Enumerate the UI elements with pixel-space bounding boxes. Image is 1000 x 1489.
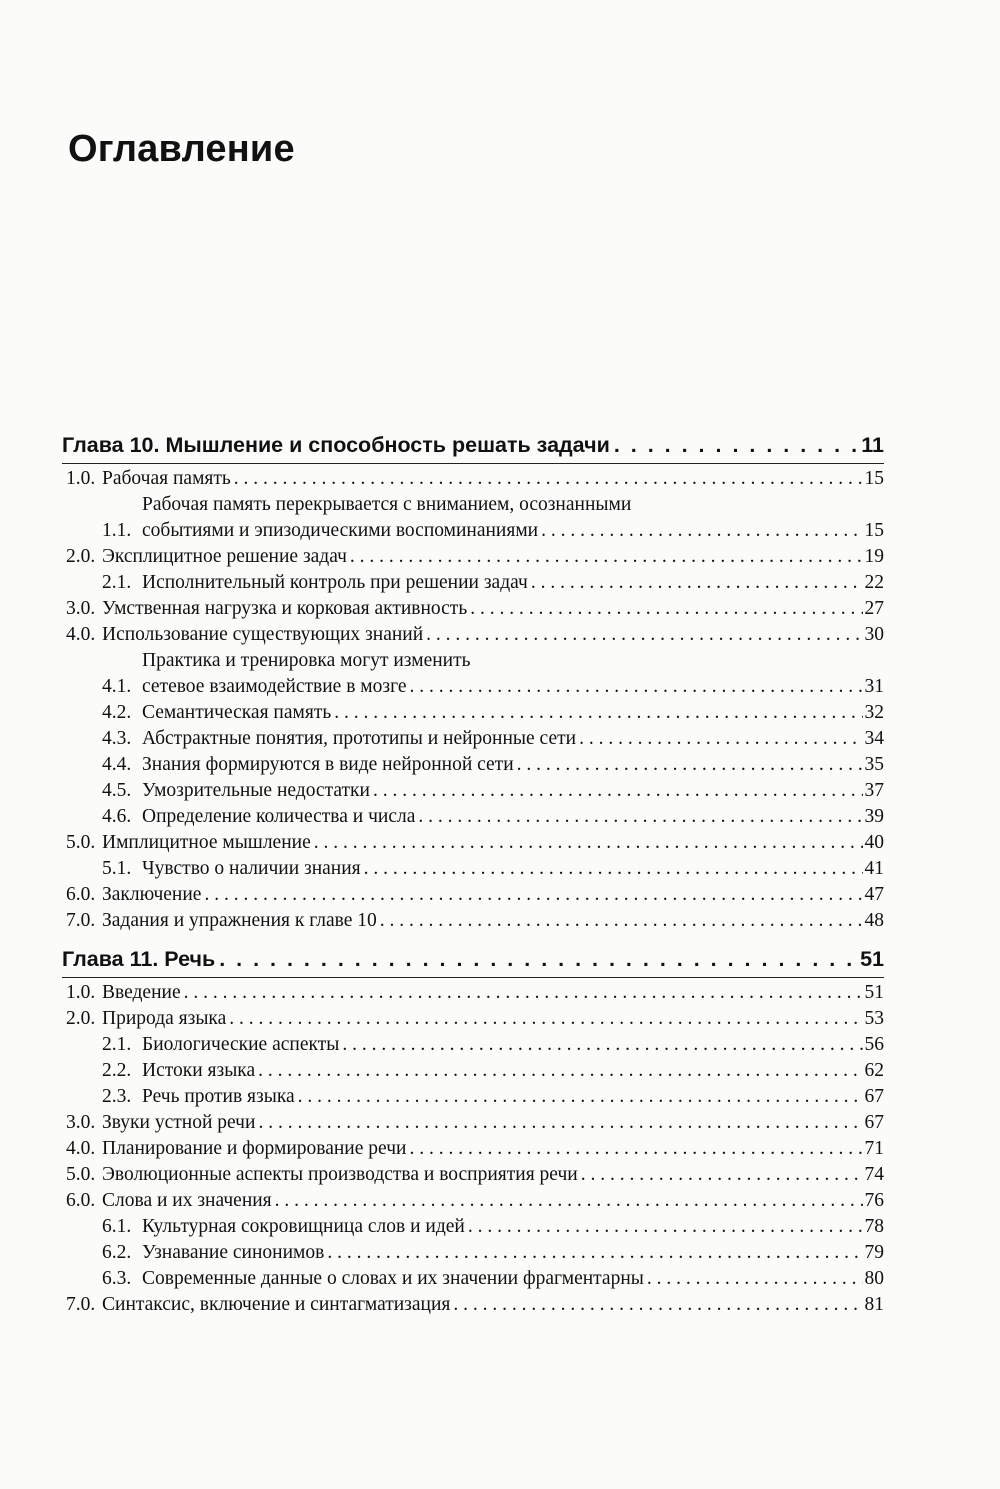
entry-title: Истоки языка [142,1060,256,1081]
toc-entry[interactable] [62,752,884,778]
entry-page-number: 32 [864,702,884,723]
dot-leader [418,804,862,830]
toc-entry[interactable] [62,466,884,492]
entry-page-number: 71 [864,1138,884,1159]
entry-title: Задания и упражнения к главе 10 [102,910,377,931]
entry-page-number: 80 [864,1268,884,1289]
entry-page-number: 67 [864,1112,884,1133]
dot-leader [184,980,863,1006]
toc-entry[interactable] [62,544,884,570]
entry-title: Умственная нагрузка и корковая активность [102,598,468,619]
entry-page-number: 56 [864,1034,884,1055]
entry-page-number: 35 [864,754,884,775]
entry-page-number: 22 [864,572,884,593]
entry-page-number: 37 [864,780,884,801]
entry-title: Имплицитное мышление [102,832,311,853]
toc-entry[interactable] [62,1240,884,1266]
chapter-entries [62,978,884,1322]
toc-entry[interactable] [62,492,884,544]
entry-title-line: Практика и тренировка могут изменить [142,650,471,671]
dot-leader [470,596,862,622]
dot-leader [453,1292,862,1318]
entry-page-number: 79 [864,1242,884,1263]
dot-leader [234,466,863,492]
entry-title: Речь против языка [142,1086,295,1107]
section-number: 6.3. [102,1268,132,1289]
entry-page-number: 31 [864,676,884,697]
chapter-heading[interactable] [62,430,884,464]
dot-leader [219,944,856,974]
section-number: 6.0. [66,1190,96,1211]
section-number: 4.5. [102,780,132,801]
chapter-page-number: 51 [860,947,884,971]
entry-title: Знания формируются в виде нейронной сети [142,754,514,775]
section-number: 4.6. [102,806,132,827]
entry-title: Использование существующих знаний [102,624,424,645]
dot-leader [298,1084,863,1110]
section-number: 1.0. [66,468,96,489]
entry-title: Узнавание синонимов [142,1242,325,1263]
entry-title: Эволюционные аспекты производства и восприятия речи [102,1164,578,1185]
page-title: Оглавление [68,128,295,170]
entry-title: Синтаксис, включение и синтагматизация [102,1294,451,1315]
toc-entry[interactable] [62,596,884,622]
toc-entry[interactable] [62,648,884,700]
dot-leader [314,830,863,856]
entry-page-number: 78 [864,1216,884,1237]
entry-page-number: 15 [864,468,884,489]
entry-title: Введение [102,982,181,1003]
table-of-contents [62,430,884,1322]
section-number: 4.1. [102,676,132,697]
entry-title: Биологические аспекты [142,1034,340,1055]
chapter-heading[interactable] [62,944,884,978]
dot-leader [380,908,863,934]
toc-entry[interactable] [62,778,884,804]
entry-title: Определение количества и числа [142,806,416,827]
entry-page-number: 27 [864,598,884,619]
dot-leader [647,1266,863,1292]
dot-leader [229,1006,862,1032]
section-number: 3.0. [66,1112,96,1133]
dot-leader [409,1136,862,1162]
toc-entry[interactable] [62,622,884,648]
toc-entry[interactable] [62,882,884,908]
entry-title: Слова и их значения [102,1190,272,1211]
entry-page-number: 51 [864,982,884,1003]
entry-page-number: 34 [864,728,884,749]
dot-leader [334,700,862,726]
toc-entry[interactable] [62,1266,884,1292]
toc-entry[interactable] [62,980,884,1006]
entry-page-number: 74 [864,1164,884,1185]
dot-leader [258,1058,862,1084]
entry-title: Заключение [102,884,202,905]
entry-title: Рабочая память [102,468,231,489]
entry-title: Чувство о наличии знания [142,858,361,879]
chapter-title: Глава 10. Мышление и способность решать задачи [62,433,610,457]
toc-entry[interactable] [62,1292,884,1318]
entry-page-number: 48 [864,910,884,931]
toc-entry[interactable] [62,570,884,596]
dot-leader [204,882,862,908]
entry-page-number: 62 [864,1060,884,1081]
entry-title-line: событиями и эпизодическими воспоминаниями [142,520,539,541]
section-number: 4.4. [102,754,132,775]
chapter-page-number: 11 [861,433,884,457]
section-number: 6.1. [102,1216,132,1237]
section-number: 1.0. [66,982,96,1003]
section-number: 5.0. [66,1164,96,1185]
section-number: 7.0. [66,1294,96,1315]
toc-entry[interactable] [62,1032,884,1058]
entry-title: Звуки устной речи [102,1112,256,1133]
toc-entry[interactable] [62,1188,884,1214]
entry-page-number: 67 [864,1086,884,1107]
entry-title: Семантическая память [142,702,332,723]
toc-entry[interactable] [62,1006,884,1032]
section-number: 4.0. [66,1138,96,1159]
toc-entry[interactable] [62,1084,884,1110]
toc-entry[interactable] [62,1136,884,1162]
chapter-title: Глава 11. Речь [62,947,216,971]
dot-leader [579,726,862,752]
entry-title: Современные данные о словах и их значении фрагментарны [142,1268,644,1289]
entry-title: Абстрактные понятия, прототипы и нейронные сети [142,728,577,749]
section-number: 2.1. [102,1034,132,1055]
dot-leader [342,1032,862,1058]
entry-title-line: Рабочая память перекрывается с вниманием, осознанными [142,494,632,515]
toc-entry[interactable] [62,830,884,856]
entry-page-number: 40 [864,832,884,853]
entry-page-number: 19 [864,546,884,567]
entry-title: Природа языка [102,1008,227,1029]
entry-page-number: 53 [864,1008,884,1029]
toc-entry[interactable] [62,856,884,882]
section-number: 5.0. [66,832,96,853]
dot-leader [517,752,863,778]
dot-leader [409,674,862,700]
dot-leader [541,518,862,544]
entry-page-number: 39 [864,806,884,827]
section-number: 6.2. [102,1242,132,1263]
toc-entry[interactable] [62,908,884,934]
dot-leader [258,1110,862,1136]
entry-title: Культурная сокровищница слов и идей [142,1216,465,1237]
dot-leader [364,856,863,882]
toc-entry[interactable] [62,1162,884,1188]
toc-entry[interactable] [62,700,884,726]
section-number: 2.1. [102,572,132,593]
entry-page-number: 76 [864,1190,884,1211]
toc-entry[interactable] [62,1058,884,1084]
entry-page-number: 81 [864,1294,884,1315]
entry-page-number: 15 [864,520,884,541]
dot-leader [327,1240,862,1266]
entry-page-number: 30 [864,624,884,645]
section-number: 7.0. [66,910,96,931]
section-number: 6.0. [66,884,96,905]
section-number: 4.3. [102,728,132,749]
entry-title: Умозрительные недостатки [142,780,370,801]
section-number: 2.3. [102,1086,132,1107]
entry-title: Планирование и формирование речи [102,1138,407,1159]
dot-leader [468,1214,863,1240]
dot-leader [531,570,863,596]
dot-leader [275,1188,863,1214]
dot-leader [350,544,863,570]
section-number: 2.2. [102,1060,132,1081]
section-number: 1.1. [102,520,132,541]
toc-entry[interactable] [62,804,884,830]
dot-leader [426,622,862,648]
dot-leader [373,778,863,804]
section-number: 3.0. [66,598,96,619]
section-number: 4.2. [102,702,132,723]
entry-page-number: 47 [864,884,884,905]
entry-title: Эксплицитное решение задач [102,546,347,567]
entry-title: Исполнительный контроль при решении задач [142,572,528,593]
section-number: 5.1. [102,858,132,879]
section-number: 2.0. [66,1008,96,1029]
section-number: 4.0. [66,624,96,645]
toc-entry[interactable] [62,1110,884,1136]
toc-entry[interactable] [62,1214,884,1240]
chapter-entries [62,464,884,938]
toc-entry[interactable] [62,726,884,752]
dot-leader [614,430,857,460]
section-number: 2.0. [66,546,96,567]
dot-leader [581,1162,863,1188]
entry-page-number: 41 [864,858,884,879]
entry-title-line: сетевое взаимодействие в мозге [142,676,407,697]
